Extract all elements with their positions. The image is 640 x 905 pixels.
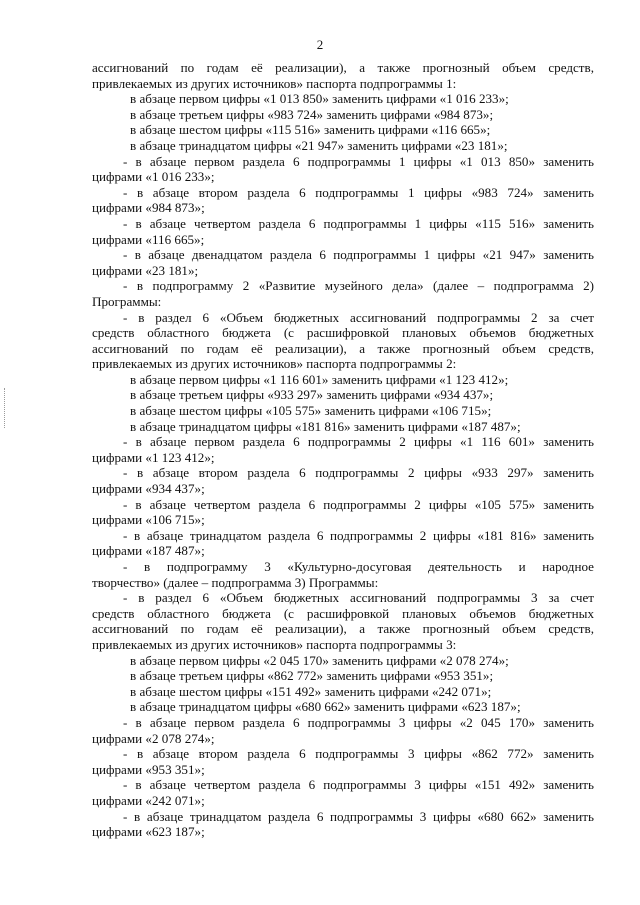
text-line: - в абзаце первом раздела 6 подпрограммы 3 цифры «2 045 170» заменить xyxy=(123,714,594,730)
text-line: цифрами «984 873»; xyxy=(92,200,205,216)
text-line: в абзаце тринадцатом цифры «21 947» заменить цифрами «23 181»; xyxy=(130,137,508,153)
text-line: в абзаце третьем цифры «933 297» заменить цифрами «934 437»; xyxy=(130,387,494,403)
text-line: - в абзаце втором раздела 6 подпрограммы 1 цифры «983 724» заменить xyxy=(123,184,594,200)
text-line: - в абзаце первом раздела 6 подпрограммы 2 цифры «1 116 601» заменить xyxy=(123,434,594,450)
text-line: ассигнований по годам её реализации), а также прогнозный объем средств, xyxy=(92,340,594,356)
page-number: 2 xyxy=(316,37,324,52)
text-line: в абзаце первом цифры «2 045 170» заменить цифрами «2 078 274»; xyxy=(130,652,509,668)
body-text xyxy=(92,60,594,840)
text-line: в абзаце шестом цифры «151 492» заменить цифрами «242 071»; xyxy=(130,683,492,699)
scan-margin-mark xyxy=(4,388,6,428)
text-line: - в подпрограмму 2 «Развитие музейного дела» (далее – подпрограмма 2) xyxy=(123,278,594,294)
text-line: цифрами «953 351»; xyxy=(92,761,205,777)
text-line: - в абзаце двенадцатом раздела 6 подпрограммы 1 цифры «21 947» заменить xyxy=(123,247,594,263)
text-line: цифрами «187 487»; xyxy=(92,543,205,559)
text-line: ассигнований по годам её реализации), а также прогнозный объем средств, xyxy=(92,60,594,75)
text-line: - в раздел 6 «Объем бюджетных ассигнований подпрограммы 3 за счет xyxy=(123,590,594,606)
text-line: в абзаце третьем цифры «862 772» заменить цифрами «953 351»; xyxy=(130,668,494,684)
text-line: привлекаемых из других источников» паспорта подпрограммы 2: xyxy=(92,356,457,372)
text-line: - в абзаце тринадцатом раздела 6 подпрограммы 2 цифры «181 816» заменить xyxy=(123,527,594,543)
text-line: - в абзаце тринадцатом раздела 6 подпрограммы 3 цифры «680 662» заменить xyxy=(123,808,594,824)
text-line: - в абзаце втором раздела 6 подпрограммы 2 цифры «933 297» заменить xyxy=(123,465,594,481)
text-line: ассигнований по годам её реализации), а также прогнозный объем средств, xyxy=(92,621,594,637)
text-line: - в абзаце четвертом раздела 6 подпрограммы 3 цифры «151 492» заменить xyxy=(123,777,594,793)
text-line: - в подпрограмму 3 «Культурно-досуговая деятельность и народное xyxy=(123,559,594,574)
text-line: - в раздел 6 «Объем бюджетных ассигнований подпрограммы 2 за счет xyxy=(123,309,594,325)
text-line: цифрами «116 665»; xyxy=(92,231,205,247)
text-line: цифрами «1 123 412»; xyxy=(92,449,215,465)
text-line: цифрами «106 715»; xyxy=(92,512,205,528)
text-line: средств областного бюджета (с расшифровкой плановых объемов бюджетных xyxy=(92,325,594,341)
text-line: Программы: xyxy=(92,293,162,309)
text-line: цифрами «934 437»; xyxy=(92,481,205,497)
text-line: в абзаце шестом цифры «115 516» заменить цифрами «116 665»; xyxy=(130,122,491,138)
text-line: - в абзаце четвертом раздела 6 подпрограммы 1 цифры «115 516» заменить xyxy=(123,215,594,231)
text-line: цифрами «242 071»; xyxy=(92,792,205,808)
text-line: в абзаце тринадцатом цифры «680 662» заменить цифрами «623 187»; xyxy=(130,699,521,715)
text-line: в абзаце тринадцатом цифры «181 816» заменить цифрами «187 487»; xyxy=(130,418,521,434)
text-line: цифрами «23 181»; xyxy=(92,262,199,278)
text-line: в абзаце первом цифры «1 013 850» заменить цифрами «1 016 233»; xyxy=(130,91,509,107)
text-line: в абзаце шестом цифры «105 575» заменить цифрами «106 715»; xyxy=(130,403,492,419)
text-line: привлекаемых из других источников» паспорта подпрограммы 1: xyxy=(92,75,457,91)
text-line: - в абзаце первом раздела 6 подпрограммы 1 цифры «1 013 850» заменить xyxy=(123,153,594,169)
text-line: - в абзаце втором раздела 6 подпрограммы 3 цифры «862 772» заменить xyxy=(123,746,594,762)
text-line: творчество» (далее – подпрограмма 3) Программы: xyxy=(92,574,379,590)
text-line: цифрами «1 016 233»; xyxy=(92,169,215,185)
text-line: средств областного бюджета (с расшифровкой плановых объемов бюджетных xyxy=(92,605,594,621)
text-line: цифрами «2 078 274»; xyxy=(92,730,215,746)
text-line: - в абзаце четвертом раздела 6 подпрограммы 2 цифры «105 575» заменить xyxy=(123,496,594,512)
text-line: в абзаце первом цифры «1 116 601» заменить цифрами «1 123 412»; xyxy=(130,371,509,387)
text-line: цифрами «623 187»; xyxy=(92,824,205,840)
text-line: привлекаемых из других источников» паспорта подпрограммы 3: xyxy=(92,636,457,652)
text-line: в абзаце третьем цифры «983 724» заменить цифрами «984 873»; xyxy=(130,106,494,122)
